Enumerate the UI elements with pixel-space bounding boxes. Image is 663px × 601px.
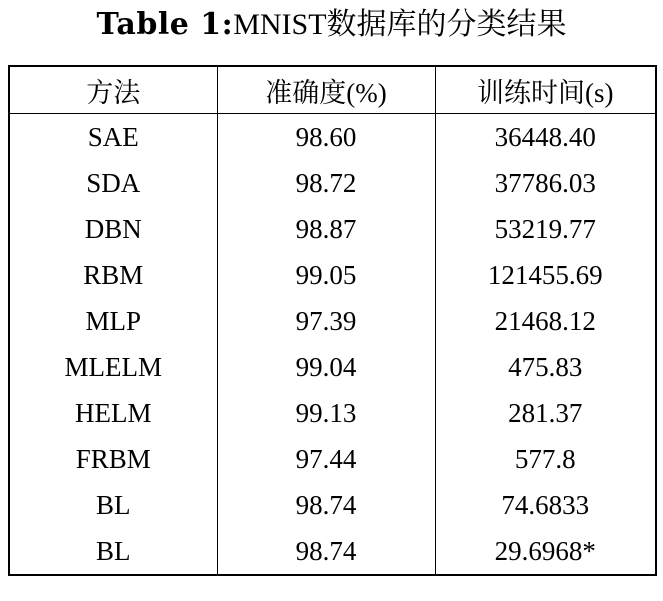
- table-row: [9, 390, 656, 436]
- table-caption: [0, 0, 663, 47]
- cell-method: BL: [9, 482, 217, 528]
- cell-accuracy: 99.13: [217, 390, 435, 436]
- cell-accuracy: 99.04: [217, 344, 435, 390]
- column-header-training-time: 训练时间(s): [435, 66, 656, 114]
- cell-training-time: 74.6833: [435, 482, 656, 528]
- cell-accuracy: 97.39: [217, 298, 435, 344]
- cell-method: MLELM: [9, 344, 217, 390]
- cell-accuracy: 99.05: [217, 252, 435, 298]
- cell-accuracy: 97.44: [217, 436, 435, 482]
- table-row: [9, 298, 656, 344]
- caption-label: Table 1:: [96, 7, 234, 42]
- cell-method: SDA: [9, 160, 217, 206]
- cell-method: FRBM: [9, 436, 217, 482]
- cell-method: HELM: [9, 390, 217, 436]
- cell-training-time: 37786.03: [435, 160, 656, 206]
- table-row: [9, 528, 656, 575]
- cell-method: SAE: [9, 114, 217, 161]
- caption-text: MNIST数据库的分类结果: [233, 8, 567, 41]
- table-row: [9, 206, 656, 252]
- cell-training-time: 29.6968*: [435, 528, 656, 575]
- cell-accuracy: 98.74: [217, 528, 435, 575]
- cell-method: BL: [9, 528, 217, 575]
- cell-training-time: 36448.40: [435, 114, 656, 161]
- cell-training-time: 577.8: [435, 436, 656, 482]
- table-row: [9, 114, 656, 161]
- table-row: [9, 436, 656, 482]
- cell-training-time: 121455.69: [435, 252, 656, 298]
- table-row: [9, 482, 656, 528]
- cell-accuracy: 98.72: [217, 160, 435, 206]
- column-header-accuracy: 准确度(%): [217, 66, 435, 114]
- table-container: [0, 65, 663, 576]
- results-table: [8, 65, 657, 576]
- column-header-method: 方法: [9, 66, 217, 114]
- cell-method: MLP: [9, 298, 217, 344]
- table-row: [9, 160, 656, 206]
- table-header-row: [9, 66, 656, 114]
- cell-accuracy: 98.74: [217, 482, 435, 528]
- cell-training-time: 475.83: [435, 344, 656, 390]
- cell-accuracy: 98.87: [217, 206, 435, 252]
- cell-training-time: 53219.77: [435, 206, 656, 252]
- table-row: [9, 344, 656, 390]
- cell-accuracy: 98.60: [217, 114, 435, 161]
- cell-method: DBN: [9, 206, 217, 252]
- cell-method: RBM: [9, 252, 217, 298]
- table-row: [9, 252, 656, 298]
- cell-training-time: 281.37: [435, 390, 656, 436]
- cell-training-time: 21468.12: [435, 298, 656, 344]
